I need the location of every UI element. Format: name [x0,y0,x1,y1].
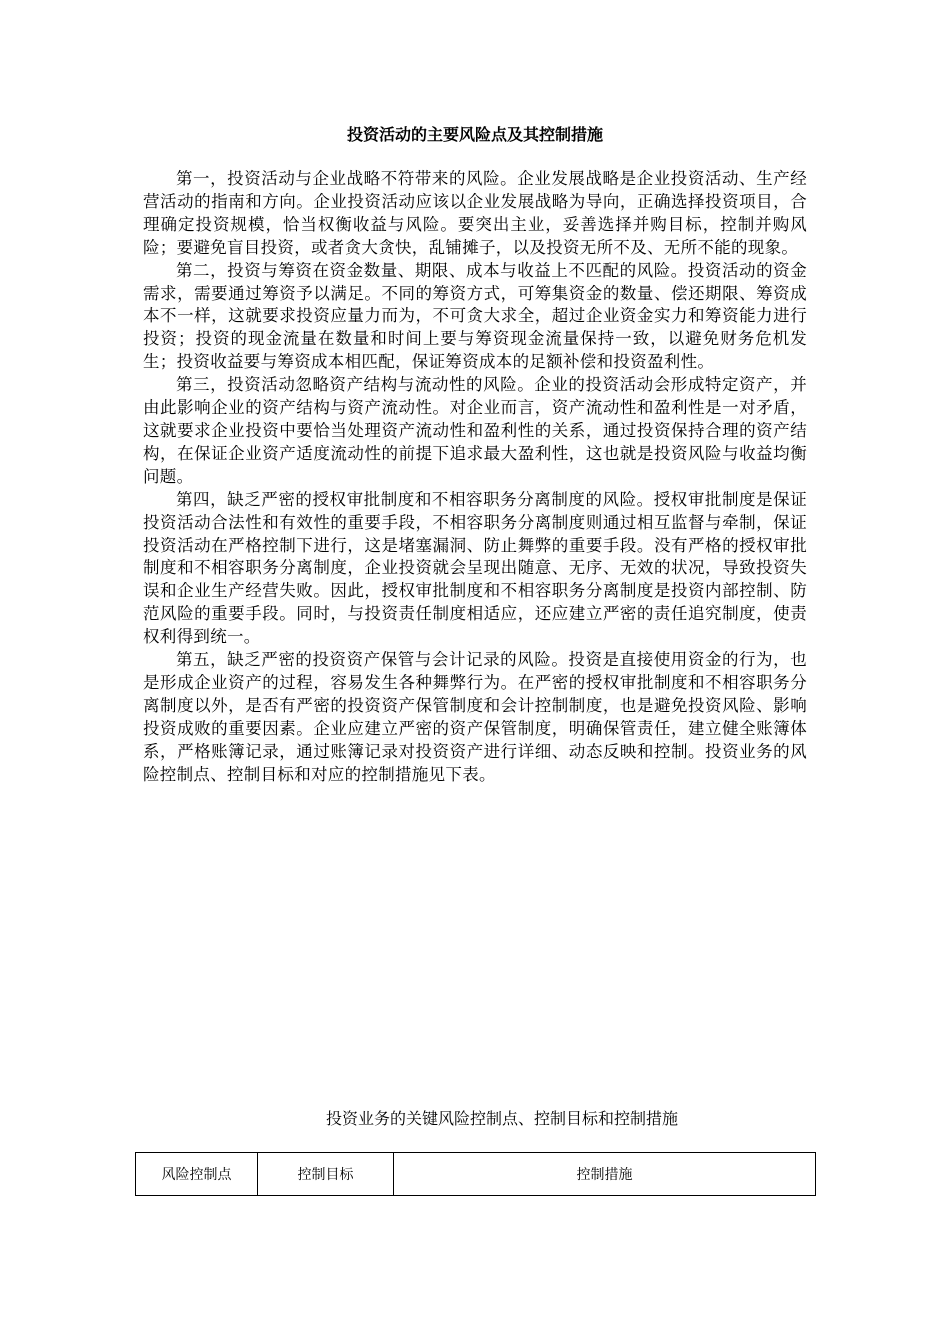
paragraph-3: 第三，投资活动忽略资产结构与流动性的风险。企业的投资活动会形成特定资产，并由此影响企业的资产结构与资产流动性。对企业而言，资产流动性和盈利性是一对矛盾，这就要求企业投资中要恰当处理资产流动性和盈利性的关系，通过投资保持合理的资产结构，在保证企业资产适度流动性的前提下追求最大盈利性，这也就是投资风险与收益均衡问题。 [143,375,807,486]
paragraph-2: 第二，投资与筹资在资金数量、期限、成本与收益上不匹配的风险。投资活动的资金需求，需要通过筹资予以满足。不同的筹资方式，可筹集资金的数量、偿还期限、筹资成本不一样，这就要求投资应量力而为，不可贪大求全，超过企业资金实力和筹资能力进行投资；投资的现金流量在数量和时间上要与筹资现金流量保持一致，以避免财务危机发生；投资收益要与筹资成本相匹配，保证筹资成本的足额补偿和投资盈利性。 [143,260,807,372]
table-header-row [136,1153,816,1196]
header-control-measures: 控制措施 [394,1153,816,1196]
header-control-objective: 控制目标 [258,1153,394,1196]
paragraph-4: 第四，缺乏严密的授权审批制度和不相容职务分离制度的风险。授权审批制度是保证投资活动合法性和有效性的重要手段，不相容职务分离制度则通过相互监督与牵制，保证投资活动在严格控制下进行，这是堵塞漏洞、防止舞弊的重要手段。没有严格的授权审批制度和不相容职务分离制度，企业投资就会呈现出随意、无序、无效的状况，导致投资失误和企业生产经营失败。因此，授权审批制度和不相容职务分离制度是投资内部控制、防范风险的重要手段。同时，与投资责任制度相适应，还应建立严密的责任追究制度，使责权利得到统一。 [143,489,807,647]
paragraph-5: 第五，缺乏严密的投资资产保管与会计记录的风险。投资是直接使用资金的行为，也是形成企业资产的过程，容易发生各种舞弊行为。在严密的授权审批制度和不相容职务分离制度以外，是否有严密的投资资产保管制度和会计控制制度，也是避免投资风险、影响投资成败的重要因素。企业应建立严密的资产保管制度，明确保管责任，建立健全账簿体系，严格账簿记录，通过账簿记录对投资资产进行详细、动态反映和控制。投资业务的风险控制点、控制目标和对应的控制措施见下表。 [143,650,807,784]
header-risk-control-point: 风险控制点 [136,1153,258,1196]
body-text [143,168,807,786]
table-caption: 投资业务的关键风险控制点、控制目标和控制措施 [325,1109,678,1128]
paragraph-1: 第一，投资活动与企业战略不符带来的风险。企业发展战略是企业投资活动、生产经营活动的指南和方向。企业投资活动应该以企业发展战略为导向，正确选择投资项目，合理确定投资规模，恰当权衡收益与风险。要突出主业，妥善选择并购目标，控制并购风险；要避免盲目投资，或者贪大贪快，乱铺摊子，以及投资无所不及、无所不能的现象。 [143,169,807,257]
risk-control-table [135,1152,816,1196]
document-title: 投资活动的主要风险点及其控制措施 [346,125,603,144]
